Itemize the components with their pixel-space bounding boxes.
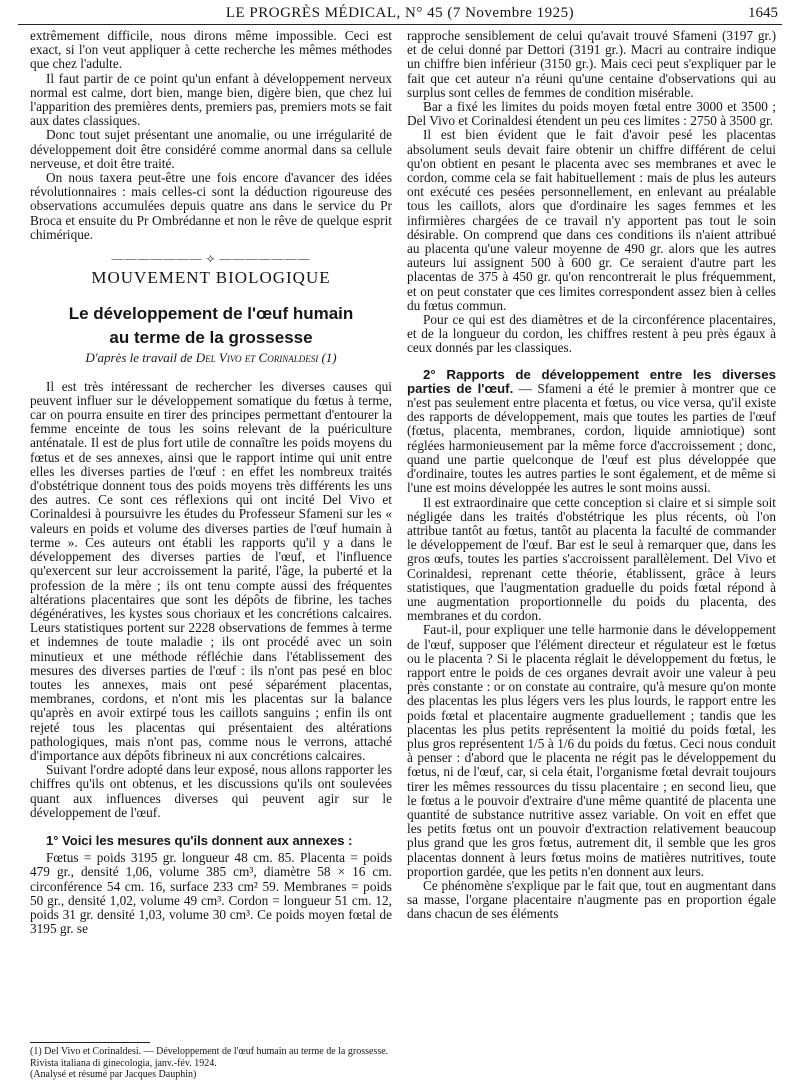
journal-title: LE PROGRÈS MÉDICAL, N° 45 (7 Novembre 1925) [225,5,575,21]
paragraph: Il faut partir de ce point qu'un enfant à développement nerveux normal est calme, dort bien, mange bien, digère bien, que chez lui l'apparition des premières dents, premiers pas, premiers mots se fait aux dates classiques. [30,70,392,129]
footnote-reference: (1) Del Vivo et Corinaldesi. — Développement de l'œuf humain au terme de la grossesse. Rivista italiana di ginecologia, janv.-fév. 1924. [30,1046,389,1069]
paragraph: Pour ce qui est des diamètres et de la circonférence placentaires, et de la longueur du cordon, les chiffres restent à peu près égaux à ceux donnés par les classiques. [407,312,776,356]
article-title-line-1: Le développement de l'œuf humain [68,304,354,324]
header-rule [18,24,782,25]
left-column [30,29,392,936]
subheading-relations: 2° Rapports de développement entre les diverses parties de l'œuf. [407,366,776,396]
article-title-line-2: au terme de la grossesse [109,328,313,348]
footnote-rule [30,1042,150,1043]
paragraph: rapproche sensiblement de celui qu'avait trouvé Sfameni (3197 gr.) et de celui donné par Dettori (3191 gr.). Macri au contraire indique un chiffre bien inférieur (3150 gr.). Mais ceci peut s'expliquer par le fait que cet auteur n'a réuni qu'une centaine d'observations qui au surplus sont celles de femmes de condition misérable. [407,28,776,100]
paragraph: Il est extraordinaire que cette conception si claire et si simple soit négligée dans les traités d'obstétrique les plus récents, où l'on attribue tantôt au fœtus, tantôt au placenta la faculté de commander le développement de l'œuf. Bar est le seul à remarquer que, dans les gros œufs, toutes les parties s'accroissent parallèlement. Del Vivo et Corinaldesi, reprenant cette théorie, établissent, grâce à leurs statistiques, que l'augmentation graduelle du poids fœtal répond à une augmentation proportionnelle du poids du placenta, des membranes et du cordon. [407,494,776,624]
paragraph: Suivant l'ordre adopté dans leur exposé, nous allons rapporter les chiffres qu'ils ont obtenus, et les discussions qu'ils ont soulevées quant aux influences diverses qui peuvent agir sur le développement de l'œuf. [30,762,392,820]
article-byline [30,351,392,365]
byline-prefix: D'après le travail de [85,350,193,366]
footnote [30,1046,392,1081]
right-column [407,29,776,922]
paragraph: Bar a fixé les limites du poids moyen fœtal entre 3000 et 3500 ; Del Vivo et Corinaldesi étendent un peu ces limites : 2750 à 3500 gr. [407,99,776,129]
measures-paragraph: Fœtus = poids 3195 gr. longueur 48 cm. 85. Placenta = poids 479 gr., densité 1,06, volume 385 cm³, diamètre 58 × 16 cm. circonférence 54 cm. 16, surface 233 cm² 59. Membranes = poids 50 gr., densité 1,02, volume 49 cm³. Cordon = longueur 51 cm. 12, poids 31 gr. densité 1,03, volume 30 cm³. Ce poids moyen fœtal de 3195 gr. se [30,850,392,937]
subheading-relations-paragraph [407,368,776,496]
paragraph: Donc tout sujet présentant une anomalie, ou une irrégularité de développement doit être considéré comme anormal dans sa cellule nerveuse, et doit être traité. [30,127,392,171]
paragraph: Faut-il, pour expliquer une telle harmonie dans le développement de l'œuf, supposer que l'élément directeur et régulateur est le fœtus ou le placenta ? Si le placenta réglait le développement du fœtus, le rapport entre le poids de ces organes devrait avoir une valeur à peu près constante : or on constate au contraire, qu'à mesure qu'on monte des placentas les plus légers vers les plus lourds, le rapport entre les poids fœtal et placentaire augmente graduellement ; tandis que les placentas les plus petits représentent la moitié du poids fœtal, les plus gros représentent 1/5 à 1/6 du poids du fœtus. Ceci nous conduit à penser : d'abord que le placenta ne régit pas le développement du fœtus, ni de l'œuf, car, si cela était, l'organisme fœtal devrait toujours tirer les mêmes ressources du tissu placentaire ; en second lieu, que le fœtus a le pouvoir d'extraire d'une même quantité de placenta une quantité de substance nutritive assez variable. On voit en effet que les petits fœtus ont un pouvoir d'extraction relativement beaucoup plus grand que les gros fœtus, autrement dit, il semble que les gros placentas donnent à leurs fœtus moins de matières nutritives, toute proportion gardée, que les petits n'en donnent aux leurs. [407,622,776,879]
section-heading: MOUVEMENT BIOLOGIQUE [91,268,331,288]
paragraph: On nous taxera peut-être une fois encore d'avancer des idées révolutionnaires : mais celles-ci sont la déduction rigoureuse des observations accumulées depuis quatre ans dans le service du Pr Broca et ensuite du Pr Ombrédanne et non le rêve de quelque esprit chimérique. [30,170,392,242]
section-divider-ornament: ——————— ⟡ ——————— [111,251,311,266]
page-number: 1645 [748,5,778,21]
footnote-analysis: (Analysé et résumé par Jacques Dauphin) [30,1069,197,1080]
subheading-relations-text: — Sfameni a été le premier à montrer que ce n'est pas seulement entre placenta et fœtus, ou vice versa, qu'il existe des rapports de développement, mais que toutes les parties de l'œuf (fœtus, placenta, membranes, cordon, liquide amniotique) sont réglées harmonieusement par la même force d'accroissement ; donc, quand une partie quelconque de l'œuf est plus développée que d'ordinaire, toutes les autres parties le sont également, et de même si l'une est moins développée les autres le sont moins aussi. [407,380,776,496]
byline-authors: Del Vivo et Corinaldesi [195,350,319,366]
paragraph: Il est bien évident que le fait d'avoir pesé les placentas absolument seuls devait faire obtenir un chiffre différent de celui qu'on obtient en pesant le placenta avec ses membranes et avec le cordon, comme cela se fait habituellement : mais de plus les auteurs ont exécuté ces pesées personnellement, en enlevant au préalable tous les caillots, alors que d'ordinaire les sages femmes et les infirmières chargées de ce travail n'y apportent pas tout le soin désirable. On comprend que dans ces conditions ils n'aient attribué au placenta qu'une valeur moyenne de 490 gr. alors que les autres auteurs lui assignent 500 à 600 gr. Ce seraient d'autre part les placentas de 375 à 450 gr. qu'on rencontrerait le plus fréquemment, et on peut constater que ces limites correspondent assez bien à celles du fœtus commun. [407,127,776,313]
paragraph: extrêmement difficile, nous dirons même impossible. Ceci est exact, si l'on veut appliquer à cette recherche les mêmes méthodes que chez l'adulte. [30,28,392,72]
byline-footnote-ref: (1) [321,350,337,366]
paragraph: Ce phénomène s'explique par le fait que, tout en augmentant dans sa masse, l'organe placentaire n'augmente pas en proportion égale dans chacun de ses éléments [407,877,776,922]
paragraph: Il est très intéressant de rechercher les diverses causes qui peuvent influer sur le développement somatique du fœtus à terme, car on pourra ensuite en tirer des principes permettant d'entourer la femme enceinte de tous les soins relevant de la puériculture anténatale. Il est de plus fort utile de connaître les poids moyens du fœtus et de ses annexes, ainsi que le rapport intime qui unit entre elles les diverses parties de l'œuf : en effet les nombreux traités d'obstétrique donnent tous des poids moyens très différents les uns des autres. Ce sont ces réflexions qui ont incité Del Vivo et Corinaldesi à poursuivre les études du Professeur Sfameni sur les « valeurs en poids et volume des diverses parties de l'œuf humain à terme ». Ces auteurs ont établi les rapports qu'il y a dans le développement des diverses parties de l'œuf, et l'influence qu'exercent sur leur accroissement la parité, l'âge, la puberté et la profession de la mère ; ils ont tenu compte aussi des fréquentes altérations placentaires que sont les dépôts de fibrine, les taches dégénératives, les kystes sous choriaux et les concrétions calcaires. Leurs statistiques portent sur 2228 observations de femmes à terme et indemnes de toute maladie ; ils ont procédé avec un soin minutieux et une méthode réfléchie dans l'établissement des mesures des diverses parties de l'œuf : ils n'ont pas pesé en bloc toutes les annexes, mais ont pesé séparément placentas, membranes, cordons, et n'ont mis les placentas sur la balance qu'après en avoir extirpé tous les caillots sanguins ; enfin ils ont rejeté tous les placentas qui présentaient des altérations pathologiques, mais n'ont pas, comme nous le verrons, attaché d'importance aux dépôts fibrineux ni aux concrétions calcaires. [30,378,392,763]
subheading-measures: 1° Voici les mesures qu'ils donnent aux annexes : [46,832,353,848]
